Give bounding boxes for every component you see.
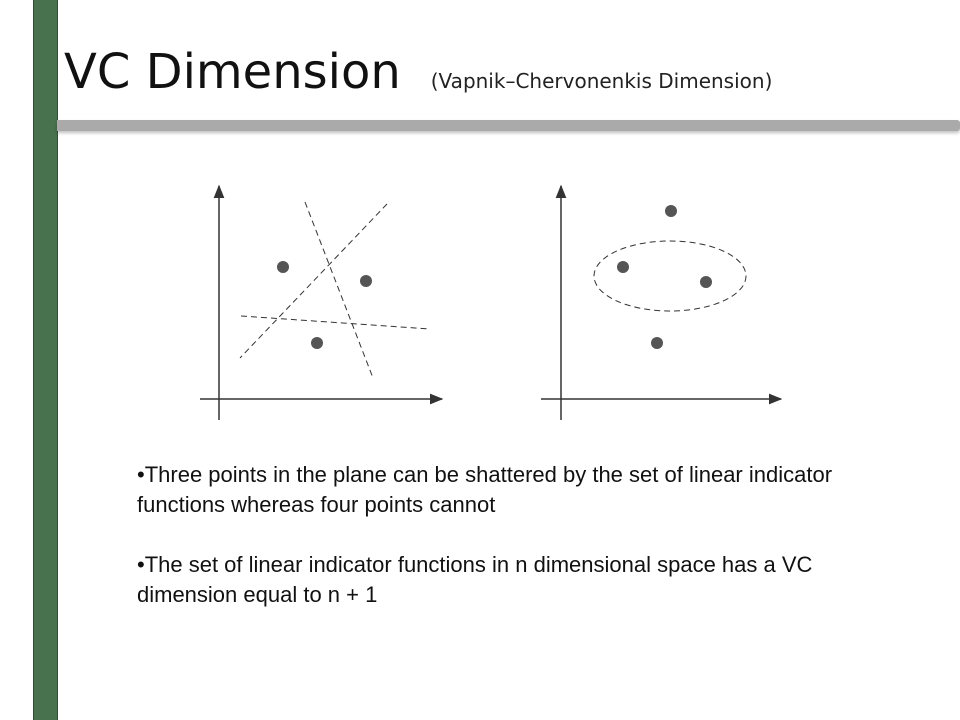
slide-title: VC Dimension xyxy=(64,44,401,100)
dashed-separator-line xyxy=(305,202,373,378)
bullet-item: •The set of linear indicator functions in n dimensional space has a VC dimension equal to n + 1 xyxy=(137,552,813,607)
data-point xyxy=(360,275,372,287)
bullet-item: •Three points in the plane can be shattered by the set of linear indicator functions whereas four points cannot xyxy=(137,462,833,517)
data-point xyxy=(311,337,323,349)
dashed-ellipse xyxy=(594,241,746,311)
data-point xyxy=(651,337,663,349)
data-point xyxy=(617,261,629,273)
left-diagram xyxy=(200,186,442,420)
slide-subtitle: (Vapnik–Chervonenkis Dimension) xyxy=(430,69,773,93)
data-point xyxy=(665,205,677,217)
data-point xyxy=(277,261,289,273)
right-diagram xyxy=(541,186,781,420)
data-point xyxy=(700,276,712,288)
bullet-list xyxy=(137,460,837,640)
